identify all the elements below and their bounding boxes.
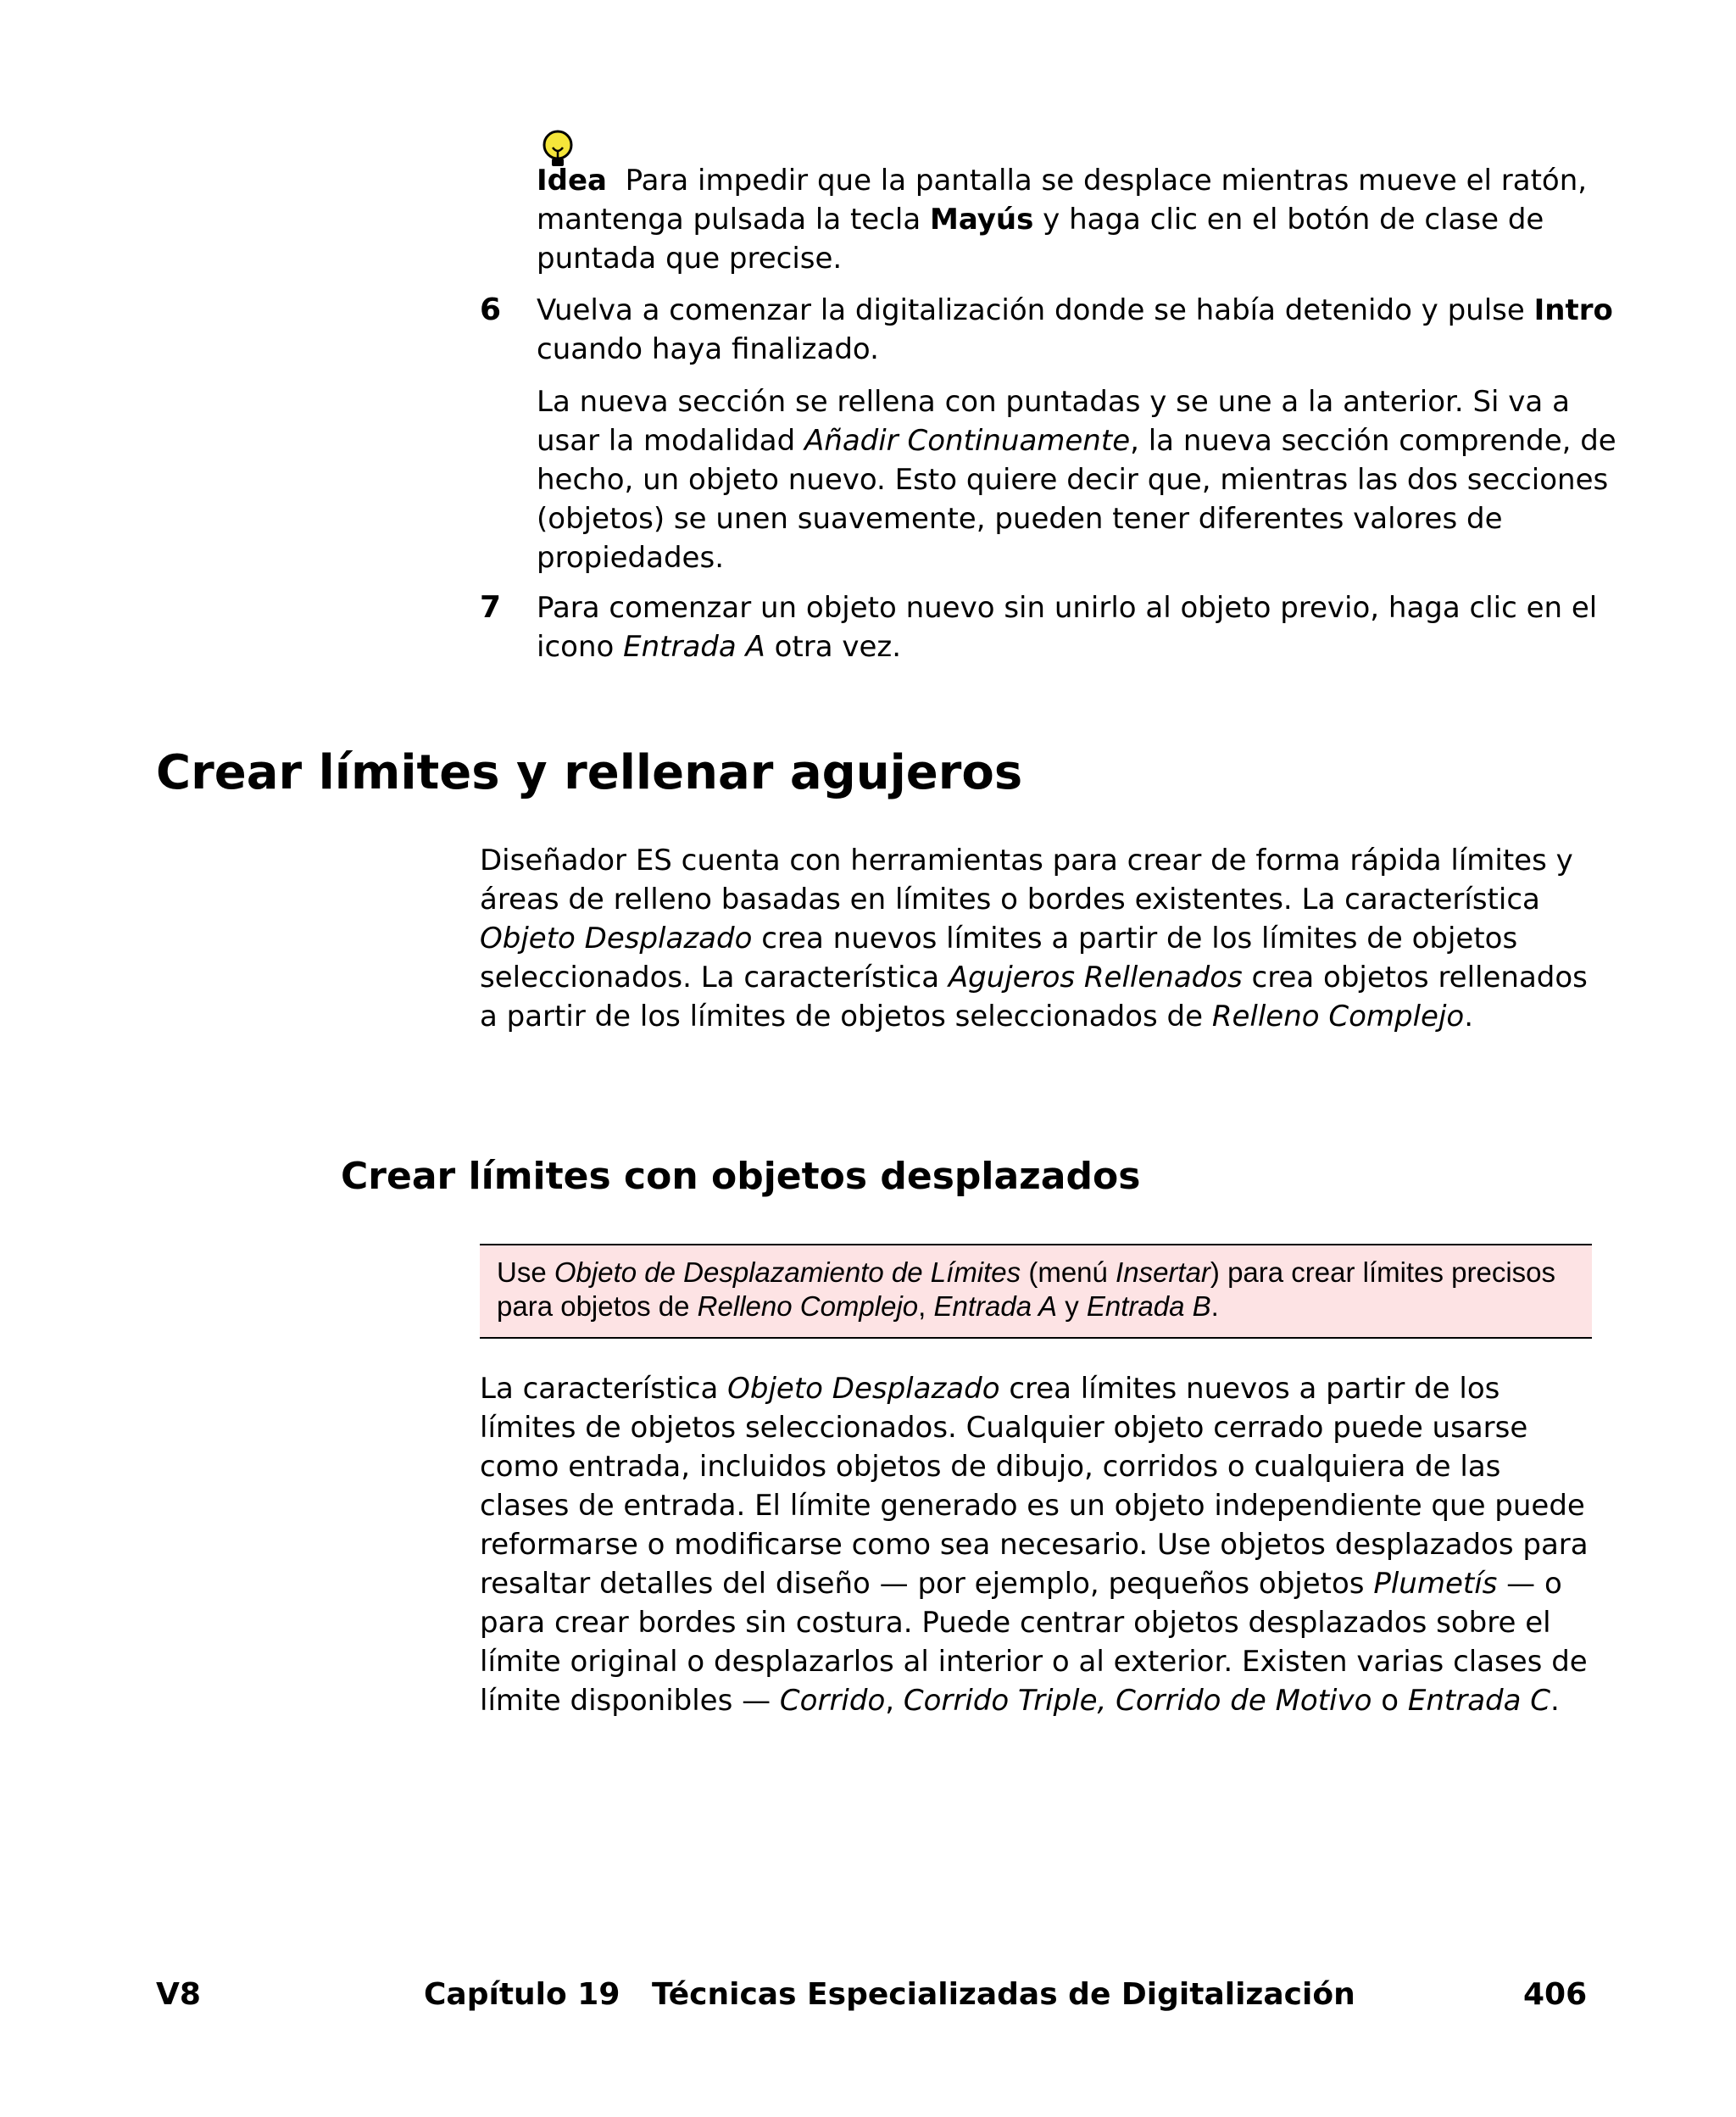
step-number-6: 6	[480, 292, 502, 327]
footer-version: V8	[156, 1977, 201, 2012]
section-title: Crear límites y rellenar agujeros	[156, 745, 1023, 800]
note-box	[480, 1244, 1592, 1339]
note-text: Use Objeto de Desplazamiento de Límites (menú Insertar) para crear límites precisos para objetos de Relleno Complejo, Entrada A y Entrada B.	[497, 1256, 1556, 1322]
step-7-text: Para comenzar un objeto nuevo sin unirlo al objeto previo, haga clic en el icono Entrada A otra vez.	[537, 591, 1598, 664]
footer-page-number: 406	[1523, 1977, 1588, 2012]
section-intro: Diseñador ES cuenta con herramientas para crear de forma rápida límites y áreas de relleno basadas en límites o bordes existentes. La característica Objeto Desplazado crea nuevos límites a partir de los límites de objetos seleccionados. La característica Agujeros Rellenados crea objetos rellenados a partir de los límites de objetos seleccionados de Relleno Complejo.	[480, 844, 1588, 1033]
idea-tip: Idea Para impedir que la pantalla se desplace mientras mueve el ratón, mantenga pulsada la tecla Mayús y haga clic en el botón de clase de puntada que precise.	[537, 164, 1588, 276]
step-number-7: 7	[480, 590, 502, 625]
footer-chapter: Capítulo 19 Técnicas Especializadas de Digitalización	[424, 1977, 1355, 2012]
key-mayus: Mayús	[930, 203, 1034, 237]
step-6-detail: La nueva sección se rellena con puntadas y se une a la anterior. Si va a usar la modalidad Añadir Continuamente, la nueva sección comprende, de hecho, un objeto nuevo. Esto quiere decir que, mientras las dos secciones (objetos) se unen suavemente, pueden tener diferentes valores de propiedades.	[537, 385, 1616, 575]
subsection-body: La característica Objeto Desplazado crea límites nuevos a partir de los límites de objetos seleccionados. Cualquier objeto cerrado puede usarse como entrada, incluidos objetos de dibujo, corridos o cualquiera de las clases de entrada. El límite generado es un objeto independiente que puede reformarse o modificarse como sea necesario. Use objetos desplazados para resaltar detalles del diseño — por ejemplo, pequeños objetos Plumetís — o para crear bordes sin costura. Puede centrar objetos desplazados sobre el límite original o desplazarlos al interior o al exterior. Existen varias clases de límite disponibles — Corrido, Corrido Triple, Corrido de Motivo o Entrada C.	[480, 1372, 1589, 1718]
key-intro: Intro	[1533, 293, 1613, 327]
idea-label: Idea	[537, 164, 607, 198]
step-6-text: Vuelva a comenzar la digitalización donde se había detenido y pulse Intro cuando haya finalizado.	[537, 293, 1613, 366]
subsection-title: Crear límites con objetos desplazados	[341, 1155, 1141, 1198]
